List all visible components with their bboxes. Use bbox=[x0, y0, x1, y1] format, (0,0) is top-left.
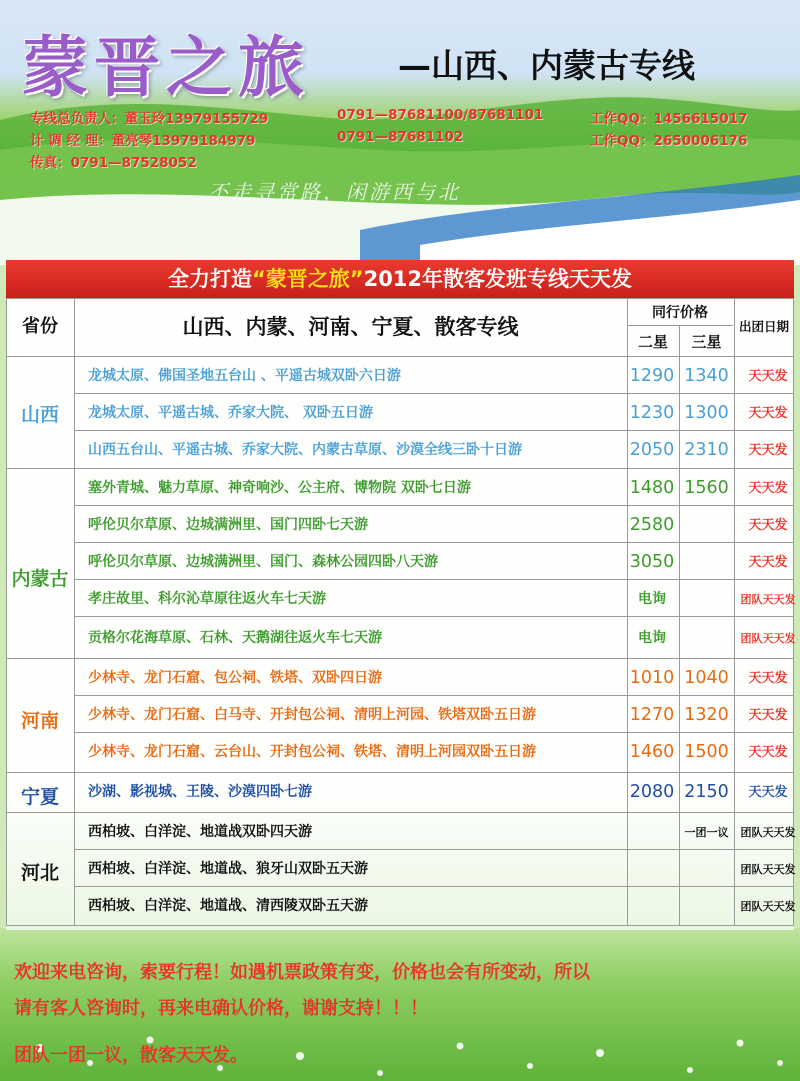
route-name: 西柏坡、白洋淀、地道战、清西陵双卧五天游 bbox=[88, 898, 368, 914]
departure: 天天发 bbox=[748, 785, 788, 800]
price-three-star: 1320 bbox=[684, 705, 729, 725]
table-row bbox=[74, 581, 794, 618]
route-table bbox=[6, 260, 794, 930]
price-two-star: 电询 bbox=[638, 630, 666, 646]
price-two-star: 2050 bbox=[629, 440, 675, 460]
contact-person: 计 调 经 理：董亮琴13979184979 bbox=[30, 133, 256, 149]
banner-post: 2012年散客发班专线天天发 bbox=[363, 267, 633, 291]
province-shanxi: 山西 bbox=[20, 404, 59, 426]
price-two-star: 电询 bbox=[638, 591, 666, 607]
route-name: 少林寺、龙门石窟、云台山、开封包公祠、铁塔、清明上河园双卧五日游 bbox=[88, 744, 536, 760]
departure: 天天发 bbox=[748, 708, 788, 723]
banner-pre: 全力打造 bbox=[167, 267, 252, 291]
header-two-star: 二星 bbox=[637, 333, 668, 351]
table-row bbox=[74, 507, 794, 544]
table-row bbox=[74, 660, 794, 697]
route-name: 少林寺、龙门石窟、白马寺、开封包公祠、清明上河园、铁塔双卧五日游 bbox=[88, 707, 536, 723]
price-two-star: 1010 bbox=[629, 668, 675, 688]
province-ningxia: 宁夏 bbox=[20, 786, 59, 808]
contact-fax: 传真：0791—87528052 bbox=[30, 155, 197, 171]
route-name: 贡格尔花海草原、石林、天鹅湖往返火车七天游 bbox=[88, 630, 382, 646]
route-name: 西柏坡、白洋淀、地道战双卧四天游 bbox=[88, 824, 312, 840]
header-departure: 出团日期 bbox=[738, 319, 789, 334]
price-two-star: 1230 bbox=[629, 403, 675, 423]
price-two-star: 2580 bbox=[629, 515, 675, 535]
price-two-star: 1290 bbox=[629, 366, 675, 386]
departure: 天天发 bbox=[748, 518, 788, 533]
table-row bbox=[74, 697, 794, 734]
departure: 天天发 bbox=[748, 555, 788, 570]
route-name: 龙城太原、佛国圣地五台山 、平遥古城双卧六日游 bbox=[88, 368, 401, 384]
price-two-star: 3050 bbox=[629, 552, 675, 572]
poster-title: 蒙晋之旅 bbox=[22, 28, 310, 106]
price-three-star: 2150 bbox=[684, 782, 729, 802]
price-three-star: 1560 bbox=[684, 478, 729, 498]
contact-phone: 0791—87681100/87681101 bbox=[337, 107, 544, 123]
province-henan: 河南 bbox=[20, 710, 59, 732]
departure: 天天发 bbox=[748, 406, 788, 421]
footer-note-3: 团队一团一议，散客天天发。 bbox=[14, 1045, 248, 1066]
departure: 团队天天发 bbox=[740, 632, 796, 645]
route-name: 呼伦贝尔草原、边城满洲里、国门四卧七天游 bbox=[88, 517, 368, 533]
header-route: 山西、内蒙、河南、宁夏、散客专线 bbox=[182, 315, 519, 339]
departure: 团队天天发 bbox=[740, 900, 796, 913]
route-name: 沙湖、影视城、王陵、沙漠四卧七游 bbox=[88, 784, 312, 800]
route-name: 呼伦贝尔草原、边城满洲里、国门、森林公园四卧八天游 bbox=[88, 554, 438, 570]
route-name: 孝庄故里、科尔沁草原往返火车七天游 bbox=[88, 591, 326, 607]
footer-note-2: 请有客人咨询时，再来电确认价格，谢谢支持！！！ bbox=[14, 998, 428, 1019]
departure: 团队天天发 bbox=[740, 593, 796, 606]
departure: 天天发 bbox=[748, 481, 788, 496]
table-row bbox=[74, 888, 794, 925]
footer-note-1: 欢迎来电咨询，索要行程！如遇机票政策有变，价格也会有所变动，所以 bbox=[14, 962, 590, 983]
price-three-star: 1340 bbox=[684, 366, 729, 386]
table-row bbox=[74, 620, 794, 657]
table-banner bbox=[6, 260, 794, 298]
route-name: 龙城太原、平遥古城、乔家大院、 双卧五日游 bbox=[88, 405, 373, 421]
slogan: 不走寻常路，闲游西与北 bbox=[208, 180, 461, 204]
table-row bbox=[74, 774, 794, 811]
contact-qq: 工作QQ：2650006176 bbox=[590, 133, 748, 149]
price-two-star: 2080 bbox=[629, 782, 675, 802]
table-row bbox=[74, 851, 794, 888]
route-name: 塞外青城、魅力草原、神奇响沙、公主府、博物院 双卧七日游 bbox=[88, 480, 471, 496]
route-name: 山西五台山、平遥古城、乔家大院、内蒙古草原、沙漠全线三卧十日游 bbox=[88, 442, 522, 458]
banner-highlight: “蒙晋之旅” bbox=[251, 267, 364, 291]
departure: 天天发 bbox=[748, 745, 788, 760]
contact-person: 专线总负责人：董玉玲13979155729 bbox=[30, 111, 269, 127]
table-row bbox=[74, 544, 794, 581]
table-row bbox=[74, 814, 794, 851]
departure: 团队天天发 bbox=[740, 826, 796, 839]
price-three-star: 一团一议 bbox=[684, 826, 729, 839]
header-province: 省份 bbox=[22, 316, 58, 337]
price-three-star: 1040 bbox=[684, 668, 729, 688]
route-name: 少林寺、龙门石窟、包公祠、铁塔、双卧四日游 bbox=[88, 670, 382, 686]
price-two-star: 1480 bbox=[629, 478, 675, 498]
departure: 团队天天发 bbox=[740, 863, 796, 876]
province-neimenggu: 内蒙古 bbox=[11, 568, 69, 590]
departure: 天天发 bbox=[748, 369, 788, 384]
contact-qq: 工作QQ：1456615017 bbox=[590, 111, 748, 127]
poster-subtitle: —山西、内蒙古专线 bbox=[398, 46, 695, 85]
table-row bbox=[74, 395, 794, 432]
province-hebei: 河北 bbox=[20, 862, 59, 884]
table-row bbox=[74, 734, 794, 771]
table-header-row bbox=[6, 298, 794, 356]
price-three-star: 1300 bbox=[684, 403, 729, 423]
route-name: 西柏坡、白洋淀、地道战、狼牙山双卧五天游 bbox=[88, 861, 368, 877]
departure: 天天发 bbox=[748, 443, 788, 458]
contact-phone: 0791—87681102 bbox=[337, 129, 464, 145]
price-two-star: 1460 bbox=[629, 742, 675, 762]
price-three-star: 1500 bbox=[684, 742, 729, 762]
table-row bbox=[74, 432, 794, 469]
table-row bbox=[74, 358, 794, 395]
table-row bbox=[74, 470, 794, 507]
departure: 天天发 bbox=[748, 671, 788, 686]
price-two-star: 1270 bbox=[629, 705, 675, 725]
price-three-star: 2310 bbox=[684, 440, 729, 460]
header-price-group: 同行价格 bbox=[652, 305, 708, 321]
header-three-star: 三星 bbox=[691, 333, 722, 351]
